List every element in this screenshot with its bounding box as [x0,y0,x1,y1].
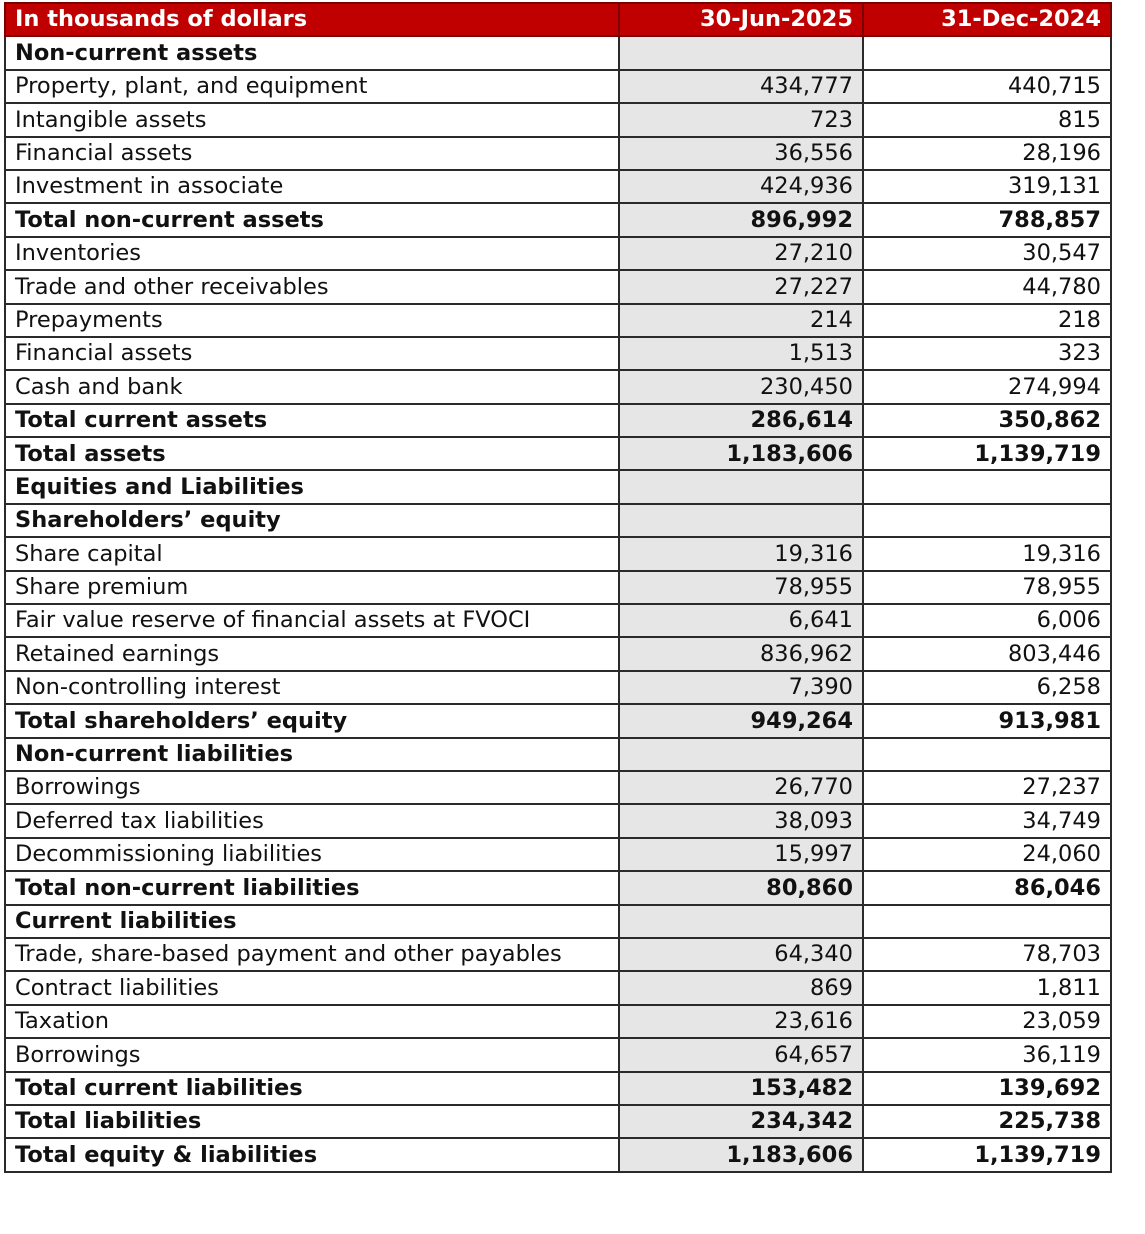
value-30-jun-2025: 234,342 [619,1105,863,1138]
table-row [5,938,1111,971]
value-31-dec-2024: 350,862 [863,404,1111,437]
value-30-jun-2025: 836,962 [619,637,863,670]
value-31-dec-2024: 86,046 [863,871,1111,904]
value-31-dec-2024: 788,857 [863,203,1111,236]
total-row [5,404,1111,437]
value-30-jun-2025: 15,997 [619,838,863,871]
table-row [5,1005,1111,1038]
row-label: Share capital [5,537,619,570]
value-31-dec-2024: 1,811 [863,971,1111,1004]
row-label: Retained earnings [5,637,619,670]
value-31-dec-2024: 78,955 [863,571,1111,604]
value-30-jun-2025: 23,616 [619,1005,863,1038]
section-header-row [5,905,1111,938]
value-30-jun-2025 [619,738,863,771]
value-31-dec-2024: 139,692 [863,1072,1111,1105]
value-31-dec-2024: 6,258 [863,671,1111,704]
value-30-jun-2025: 949,264 [619,704,863,737]
value-31-dec-2024: 34,749 [863,804,1111,837]
value-31-dec-2024: 440,715 [863,70,1111,103]
value-31-dec-2024: 30,547 [863,237,1111,270]
value-30-jun-2025: 27,227 [619,270,863,303]
value-30-jun-2025: 424,936 [619,170,863,203]
total-row [5,203,1111,236]
value-31-dec-2024: 6,006 [863,604,1111,637]
value-30-jun-2025: 896,992 [619,203,863,236]
value-30-jun-2025: 80,860 [619,871,863,904]
table-row [5,304,1111,337]
row-label: Non-controlling interest [5,671,619,704]
value-30-jun-2025: 6,641 [619,604,863,637]
value-31-dec-2024: 225,738 [863,1105,1111,1138]
section-header-row [5,36,1111,69]
section-header-row [5,738,1111,771]
value-31-dec-2024: 323 [863,337,1111,370]
row-label: Prepayments [5,304,619,337]
total-row [5,704,1111,737]
table-row [5,137,1111,170]
value-31-dec-2024: 36,119 [863,1038,1111,1071]
table-row [5,537,1111,570]
value-30-jun-2025 [619,504,863,537]
value-31-dec-2024 [863,738,1111,771]
row-label: Share premium [5,571,619,604]
row-label: Investment in associate [5,170,619,203]
value-31-dec-2024: 803,446 [863,637,1111,670]
value-30-jun-2025: 869 [619,971,863,1004]
section-header-row [5,470,1111,503]
value-30-jun-2025: 434,777 [619,70,863,103]
row-label: Intangible assets [5,103,619,136]
table-row [5,571,1111,604]
value-30-jun-2025: 1,183,606 [619,1138,863,1171]
table-body [5,36,1111,1171]
value-31-dec-2024 [863,504,1111,537]
value-31-dec-2024 [863,470,1111,503]
total-row [5,871,1111,904]
row-label: Total liabilities [5,1105,619,1138]
table-row [5,838,1111,871]
section-header-row [5,504,1111,537]
row-label: Borrowings [5,1038,619,1071]
table-row [5,604,1111,637]
row-label: Trade, share-based payment and other payables [5,938,619,971]
value-31-dec-2024: 913,981 [863,704,1111,737]
row-label: Financial assets [5,337,619,370]
table-row [5,70,1111,103]
value-30-jun-2025: 38,093 [619,804,863,837]
value-30-jun-2025: 1,513 [619,337,863,370]
balance-sheet [4,2,1145,1173]
row-label: Property, plant, and equipment [5,70,619,103]
row-label: Fair value reserve of financial assets at FVOCI [5,604,619,637]
value-30-jun-2025: 64,657 [619,1038,863,1071]
value-31-dec-2024: 274,994 [863,370,1111,403]
value-30-jun-2025: 153,482 [619,1072,863,1105]
table-row [5,804,1111,837]
value-30-jun-2025: 19,316 [619,537,863,570]
balance-sheet-table [4,2,1112,1173]
value-30-jun-2025: 36,556 [619,137,863,170]
value-31-dec-2024: 78,703 [863,938,1111,971]
header-date-current: 30-Jun-2025 [619,3,863,36]
table-row [5,237,1111,270]
table-row [5,170,1111,203]
value-31-dec-2024: 1,139,719 [863,437,1111,470]
value-30-jun-2025: 78,955 [619,571,863,604]
header-label: In thousands of dollars [5,3,619,36]
row-label: Non-current liabilities [5,738,619,771]
value-31-dec-2024: 815 [863,103,1111,136]
row-label: Deferred tax liabilities [5,804,619,837]
table-row [5,671,1111,704]
row-label: Shareholders’ equity [5,504,619,537]
row-label: Non-current assets [5,36,619,69]
row-label: Cash and bank [5,370,619,403]
value-30-jun-2025 [619,470,863,503]
value-31-dec-2024: 28,196 [863,137,1111,170]
row-label: Total equity & liabilities [5,1138,619,1171]
value-31-dec-2024: 218 [863,304,1111,337]
value-30-jun-2025: 230,450 [619,370,863,403]
value-31-dec-2024: 1,139,719 [863,1138,1111,1171]
value-30-jun-2025: 286,614 [619,404,863,437]
value-31-dec-2024: 27,237 [863,771,1111,804]
row-label: Total non-current assets [5,203,619,236]
value-30-jun-2025: 27,210 [619,237,863,270]
row-label: Trade and other receivables [5,270,619,303]
row-label: Total current liabilities [5,1072,619,1105]
row-label: Total non-current liabilities [5,871,619,904]
value-30-jun-2025: 1,183,606 [619,437,863,470]
value-30-jun-2025 [619,36,863,69]
row-label: Total shareholders’ equity [5,704,619,737]
total-row [5,1072,1111,1105]
value-31-dec-2024: 19,316 [863,537,1111,570]
total-row [5,437,1111,470]
table-row [5,1038,1111,1071]
total-row [5,1138,1111,1171]
table-row [5,771,1111,804]
row-label: Total assets [5,437,619,470]
value-30-jun-2025: 64,340 [619,938,863,971]
value-30-jun-2025: 26,770 [619,771,863,804]
value-30-jun-2025: 7,390 [619,671,863,704]
value-30-jun-2025: 214 [619,304,863,337]
value-31-dec-2024 [863,905,1111,938]
value-31-dec-2024 [863,36,1111,69]
header-date-prior: 31-Dec-2024 [863,3,1111,36]
value-31-dec-2024: 24,060 [863,838,1111,871]
table-row [5,337,1111,370]
row-label: Contract liabilities [5,971,619,1004]
row-label: Inventories [5,237,619,270]
value-30-jun-2025: 723 [619,103,863,136]
header-row [5,3,1111,36]
row-label: Financial assets [5,137,619,170]
row-label: Equities and Liabilities [5,470,619,503]
table-row [5,637,1111,670]
row-label: Total current assets [5,404,619,437]
table-row [5,103,1111,136]
value-31-dec-2024: 23,059 [863,1005,1111,1038]
row-label: Current liabilities [5,905,619,938]
row-label: Decommissioning liabilities [5,838,619,871]
value-31-dec-2024: 44,780 [863,270,1111,303]
table-row [5,971,1111,1004]
value-30-jun-2025 [619,905,863,938]
value-31-dec-2024: 319,131 [863,170,1111,203]
table-row [5,270,1111,303]
total-row [5,1105,1111,1138]
table-row [5,370,1111,403]
row-label: Taxation [5,1005,619,1038]
row-label: Borrowings [5,771,619,804]
